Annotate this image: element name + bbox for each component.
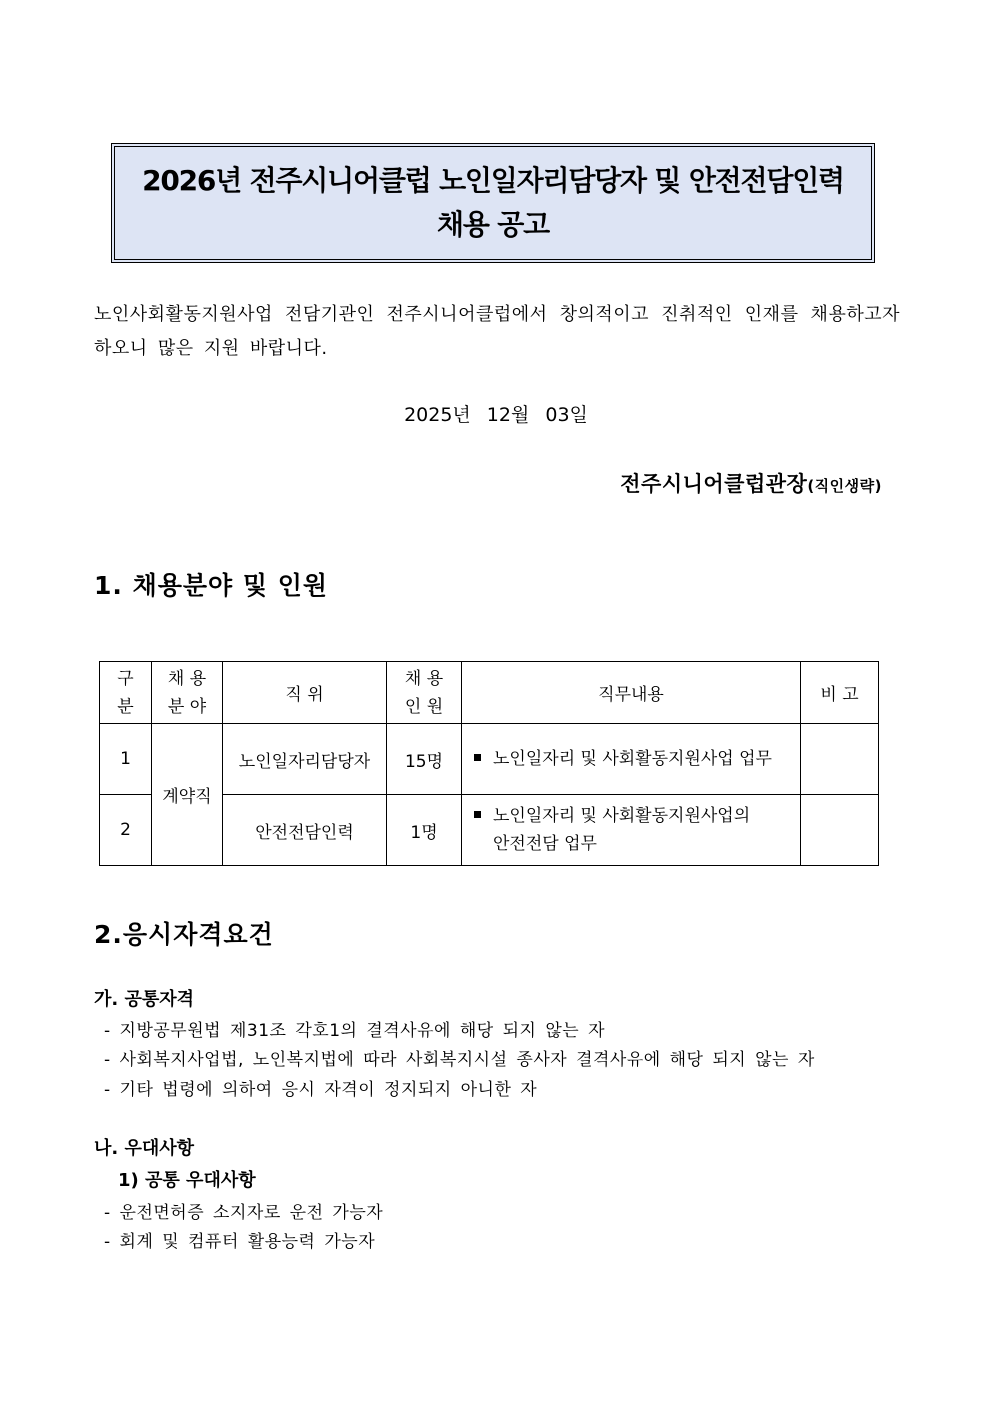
announcement-date: 2025년 12월 03일 xyxy=(404,404,588,426)
row-position: 노인일자리담당자 xyxy=(223,724,387,795)
title-line-1: 2026년 전주시니어클럽 노인일자리담당자 및 안전전담인력 xyxy=(142,164,844,197)
row-no: 2 xyxy=(100,795,152,866)
row-position: 안전전담인력 xyxy=(223,795,387,866)
header-count: 채 용 인 원 xyxy=(387,662,462,724)
sub-a-heading: 가. 공통자격 xyxy=(94,989,195,1010)
signature-note: (직인생략) xyxy=(807,477,882,495)
row-duty: 노인일자리 및 사회활동지원사업의 안전전담 업무 xyxy=(462,795,801,866)
header-duty: 직무내용 xyxy=(462,662,801,724)
header-position: 직 위 xyxy=(223,662,387,724)
list-item: - 기타 법령에 의하여 응시 자격이 정지되지 아니한 자 xyxy=(104,1080,538,1100)
row-count: 1명 xyxy=(387,795,462,866)
row-no: 1 xyxy=(100,724,152,795)
list-item: - 운전면허증 소지자로 운전 가능자 xyxy=(104,1203,384,1223)
list-item: - 사회복지사업법, 노인복지법에 따라 사회복지시설 종사자 결격사유에 해당 되지 않는 자 xyxy=(104,1050,815,1070)
header-no: 구 분 xyxy=(100,662,152,724)
title-line-2: 채용 공고 xyxy=(437,208,549,241)
row-note xyxy=(801,724,879,795)
recruitment-table xyxy=(99,661,879,866)
row-count: 15명 xyxy=(387,724,462,795)
sub-b-heading: 나. 우대사항 xyxy=(94,1138,195,1159)
title-box xyxy=(111,143,875,263)
bullet-icon xyxy=(474,811,481,818)
signature xyxy=(620,468,882,498)
section2-heading: 2.응시자격요건 xyxy=(94,920,274,949)
row-note xyxy=(801,795,879,866)
section1-heading: 1. 채용분야 및 인원 xyxy=(94,571,329,600)
signature-name: 전주시니어클럽관장 xyxy=(620,472,808,496)
table-row xyxy=(100,724,879,795)
sub-b-1-heading: 1) 공통 우대사항 xyxy=(118,1170,256,1191)
bullet-icon xyxy=(474,754,481,761)
intro-paragraph: 노인사회활동지원사업 전담기관인 전주시니어클럽에서 창의적이고 진취적인 인재를 채용하고자 하오니 많은 지원 바랍니다. xyxy=(94,304,900,359)
list-item: - 회계 및 컴퓨터 활용능력 가능자 xyxy=(104,1232,376,1252)
header-field: 채 용 분 야 xyxy=(152,662,223,724)
header-note: 비 고 xyxy=(801,662,879,724)
list-item: - 지방공무원법 제31조 각호1의 결격사유에 해당 되지 않는 자 xyxy=(104,1021,606,1041)
table-header-row xyxy=(100,662,879,724)
row-duty: 노인일자리 및 사회활동지원사업 업무 xyxy=(462,724,801,795)
field-cell: 계약직 xyxy=(152,724,223,866)
